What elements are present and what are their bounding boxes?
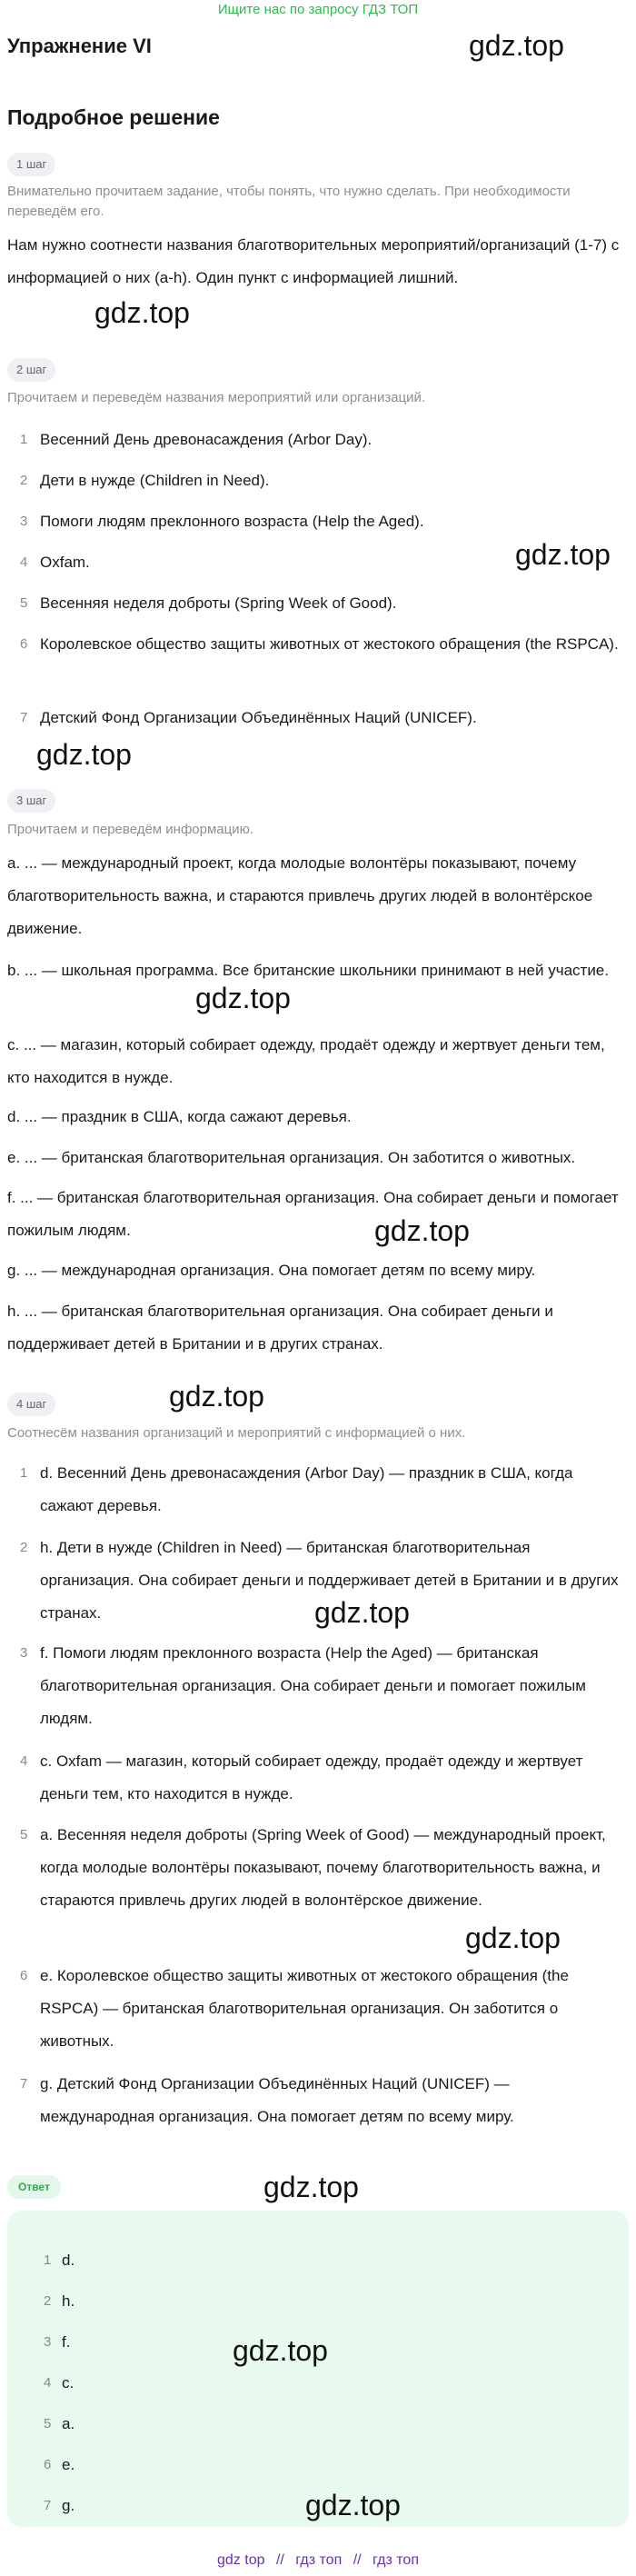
list-item: Детский Фонд Организации Объединённых Наций (UNICEF). xyxy=(40,709,477,726)
info-paragraph: a. ... — международный проект, когда молодые волонтёры показывают, почему благотворительность важна, и стараются привлечь других людей в волонтёрское движение. xyxy=(7,854,593,937)
list-item: d. Весенний День древонасаждения (Arbor Day) — праздник в США, когда сажают деревья. xyxy=(40,1464,573,1514)
list-item: g. Детский Фонд Организации Объединённых Наций (UNICEF) — международная организация. Она помогает детям по всему миру. xyxy=(40,2075,514,2125)
list-item: a. Весенняя неделя доброты (Spring Week of Good) — международный проект, когда молодые волонтёры показывают, почему благотворительность важна, и стараются привлечь других людей в волонтёрское движение. xyxy=(40,1826,606,1909)
answer-number: 5 xyxy=(44,2416,52,2431)
answer-number: 6 xyxy=(44,2457,52,2472)
page-title: Упражнение VI xyxy=(7,35,152,57)
list-item-number: 7 xyxy=(20,2076,28,2092)
watermark: gdz.top xyxy=(169,1380,264,1413)
solution-heading: Подробное решение xyxy=(7,105,220,129)
footer-separator: // xyxy=(275,2552,284,2568)
watermark: gdz.top xyxy=(305,2489,401,2521)
list-item-number: 6 xyxy=(20,1968,28,1983)
answer-value: a. xyxy=(62,2415,75,2432)
list-item: h. Дети в нужде (Children in Need) — британская благотворительная организация. Она собирает деньги и поддерживает детей в Британии и в других странах. xyxy=(40,1539,619,1622)
list-item-number: 2 xyxy=(20,1540,28,1555)
step-4-hint: Соотнесём названия организаций и мероприятий с информацией о них. xyxy=(7,1425,466,1441)
watermark: gdz.top xyxy=(195,982,291,1014)
list-item-number: 1 xyxy=(20,432,28,447)
list-item-number: 2 xyxy=(20,473,28,488)
list-item-number: 4 xyxy=(20,554,28,570)
step-1-hint: Внимательно прочитаем задание, чтобы понять, что нужно сделать. При необходимости переведём его. xyxy=(7,184,571,219)
answer-number: 7 xyxy=(44,2498,52,2513)
info-paragraph: h. ... — британская благотворительная организация. Она собирает деньги и поддерживает детей в Британии и в других странах. xyxy=(7,1303,553,1353)
answer-number: 3 xyxy=(44,2334,52,2350)
step-2-hint: Прочитаем и переведём названия мероприятий или организаций. xyxy=(7,390,426,405)
answer-value: h. xyxy=(62,2292,75,2310)
step-3-hint: Прочитаем и переведём информацию. xyxy=(7,822,254,837)
footer-links xyxy=(0,2545,636,2576)
answer-value: c. xyxy=(62,2374,75,2391)
info-paragraph: g. ... — международная организация. Она помогает детям по всему миру. xyxy=(7,1262,536,1279)
answer-value: g. xyxy=(62,2497,75,2514)
watermark: gdz.top xyxy=(94,296,190,329)
info-paragraph: f. ... — британская благотворительная организация. Она собирает деньги и помогает пожилым людям. xyxy=(7,1189,619,1239)
watermark: gdz.top xyxy=(263,2171,359,2203)
step-1-badge: 1 шаг xyxy=(7,153,55,176)
answer-value: d. xyxy=(62,2252,75,2269)
answer-number: 4 xyxy=(44,2375,52,2391)
watermark: gdz.top xyxy=(469,29,564,62)
watermark: gdz.top xyxy=(374,1214,470,1247)
list-item: Весенний День древонасаждения (Arbor Day). xyxy=(40,431,373,448)
list-item-number: 7 xyxy=(20,710,28,725)
list-item: e. Королевское общество защиты животных от жестокого обращения (the RSPCA) — британская благотворительная организация. Он заботится о животных. xyxy=(40,1967,569,2050)
answer-badge: Ответ xyxy=(7,2175,61,2199)
list-item-number: 5 xyxy=(20,595,28,611)
list-item-number: 3 xyxy=(20,514,28,529)
watermark: gdz.top xyxy=(36,738,132,771)
answer-value: e. xyxy=(62,2456,75,2473)
watermark: gdz.top xyxy=(233,2334,328,2367)
step-3-badge: 3 шаг xyxy=(7,789,55,813)
footer-separator: // xyxy=(353,2552,362,2568)
answer-number: 1 xyxy=(44,2252,52,2268)
answer-number: 2 xyxy=(44,2293,52,2309)
footer-link-gdz-top[interactable]: gdz top xyxy=(217,2552,265,2568)
footer-link-gdz-top-ru-2[interactable]: гдз топ xyxy=(373,2552,419,2568)
list-item-number: 5 xyxy=(20,1827,28,1842)
list-item-number: 6 xyxy=(20,636,28,652)
list-item-number: 1 xyxy=(20,1465,28,1481)
watermark: gdz.top xyxy=(465,1922,561,1954)
list-item: Помоги людям преклонного возраста (Help the Aged). xyxy=(40,513,424,530)
info-paragraph: e. ... — британская благотворительная организация. Он заботится о животных. xyxy=(7,1149,576,1166)
watermark: gdz.top xyxy=(515,538,611,571)
footer-link-gdz-top-ru[interactable]: гдз топ xyxy=(295,2552,343,2568)
list-item: Весенняя неделя доброты (Spring Week of Good). xyxy=(40,594,397,612)
step-2-badge: 2 шаг xyxy=(7,358,55,382)
step-4-badge: 4 шаг xyxy=(7,1393,55,1416)
list-item: Королевское общество защиты животных от жестокого обращения (the RSPCA). xyxy=(40,635,619,653)
list-item-number: 3 xyxy=(20,1645,28,1661)
answer-box xyxy=(7,2211,629,2527)
info-paragraph: c. ... — магазин, который собирает одежду, продаёт одежду и жертвует деньги тем, кто находится в нужде. xyxy=(7,1036,605,1086)
list-item-number: 4 xyxy=(20,1753,28,1769)
list-item: f. Помоги людям преклонного возраста (Help the Aged) — британская благотворительная организация. Она собирает деньги и помогает пожилым людям. xyxy=(40,1644,586,1727)
watermark: gdz.top xyxy=(314,1596,410,1629)
list-item: c. Oxfam — магазин, который собирает одежду, продаёт одежду и жертвует деньги тем, кто находится в нужде. xyxy=(40,1752,583,1802)
answer-value: f. xyxy=(62,2333,71,2351)
info-paragraph: b. ... — школьная программа. Все британские школьники принимают в ней участие. xyxy=(7,962,609,979)
list-item: Oxfam. xyxy=(40,554,90,571)
step-1-text: Нам нужно соотнести названия благотворительных мероприятий/организаций (1-7) с информацией о них (a-h). Один пункт с информацией лишний. xyxy=(7,236,620,286)
search-banner-link[interactable]: Ищите нас по запросу ГДЗ ТОП xyxy=(217,2,419,17)
list-item: Дети в нужде (Children in Need). xyxy=(40,472,270,489)
info-paragraph: d. ... — праздник в США, когда сажают деревья. xyxy=(7,1108,352,1125)
